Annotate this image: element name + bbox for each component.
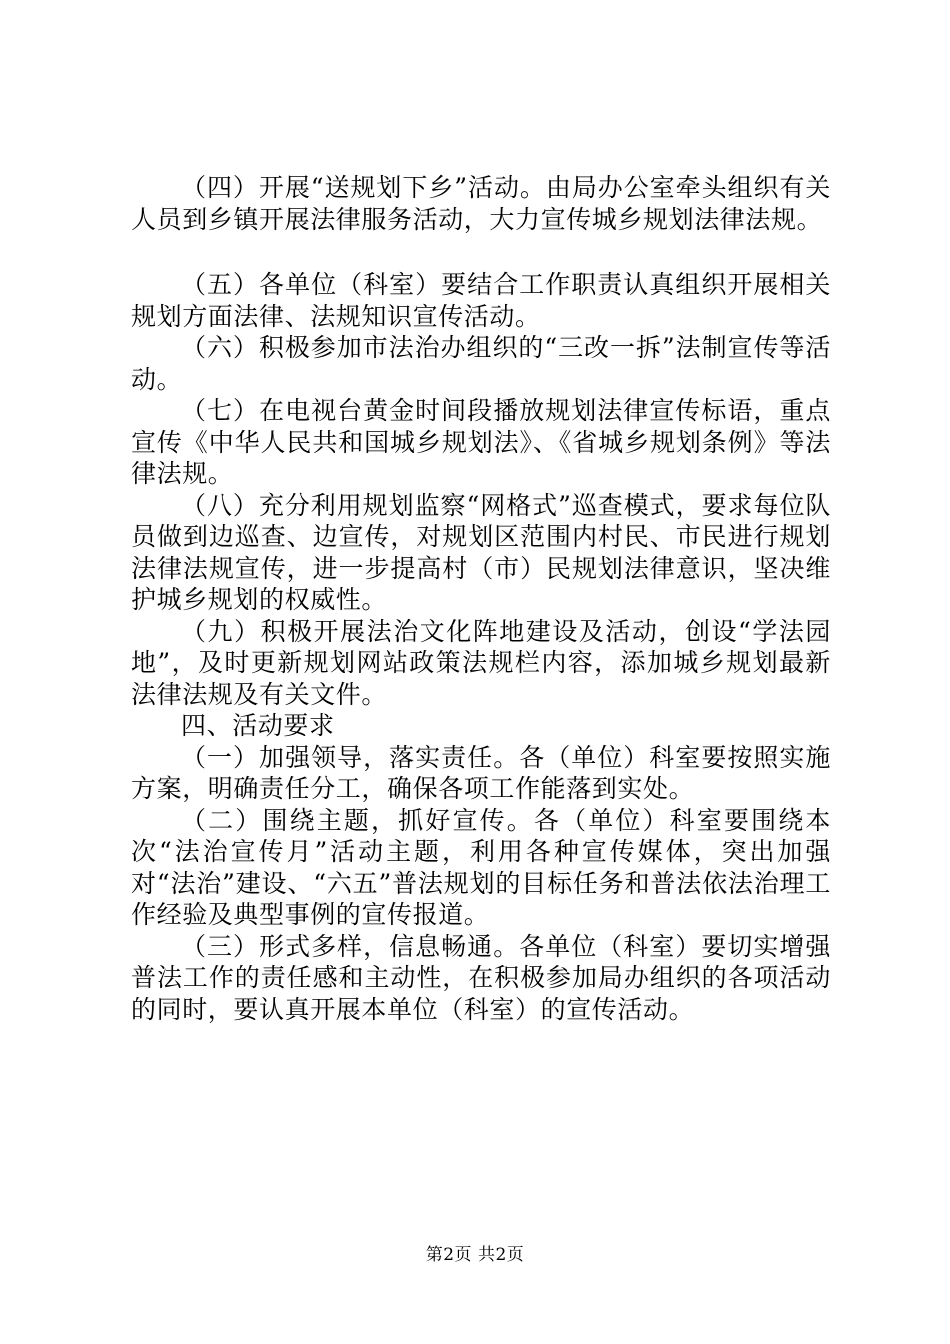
paragraph-grid-patrol: （八）充分利用规划监察“网格式”巡查模式，要求每位队员做到边巡查、边宣传，对规划区范围内村民、市民进行规划法律法规宣传，进一步提高村（市）民规划法律意识，坚决维护城乡规划的权威性。: [131, 490, 831, 614]
page-number-footer: 第2页 共2页: [425, 1245, 525, 1265]
paragraph-units-publicity: （五）各单位（科室）要结合工作职责认真组织开展相关规划方面法律、法规知识宣传活动。: [131, 270, 831, 331]
paragraph-legal-culture: （九）积极开展法治文化阵地建设及活动，创设“学法园地”，及时更新规划网站政策法规栏内容，添加城乡规划最新法律法规及有关文件。: [131, 616, 831, 709]
section-heading-activity-requirements: 四、活动要求: [181, 711, 335, 740]
paragraph-strengthen-leadership: （一）加强领导，落实责任。各（单位）科室要按照实施方案，明确责任分工，确保各项工作能落到实处。: [131, 742, 831, 803]
paragraph-focus-theme: （二）围绕主题，抓好宣传。各（单位）科室要围绕本次“法治宣传月”活动主题，利用各种宣传媒体，突出加强对“法治”建设、“六五”普法规划的目标任务和普法依法治理工作经验及典型事例的宣传报道。: [131, 805, 831, 929]
paragraph-send-planning-to-countryside: （四）开展“送规划下乡”活动。由局办公室牵头组织有关人员到乡镇开展法律服务活动，大力宣传城乡规划法律法规。: [131, 173, 831, 234]
document-body: [131, 172, 831, 1025]
paragraph-three-reforms: （六）积极参加市法治办组织的“三改一拆”法制宣传等活动。: [131, 333, 831, 394]
paragraph-tv-slogans: （七）在电视台黄金时间段播放规划法律宣传标语，重点宣传《中华人民共和国城乡规划法》、《省城乡规划条例》等法律法规。: [131, 396, 831, 488]
paragraph-diverse-forms: （三）形式多样，信息畅通。各单位（科室）要切实增强普法工作的责任感和主动性，在积极参加局办组织的各项活动的同时，要认真开展本单位（科室）的宣传活动。: [131, 931, 831, 1024]
